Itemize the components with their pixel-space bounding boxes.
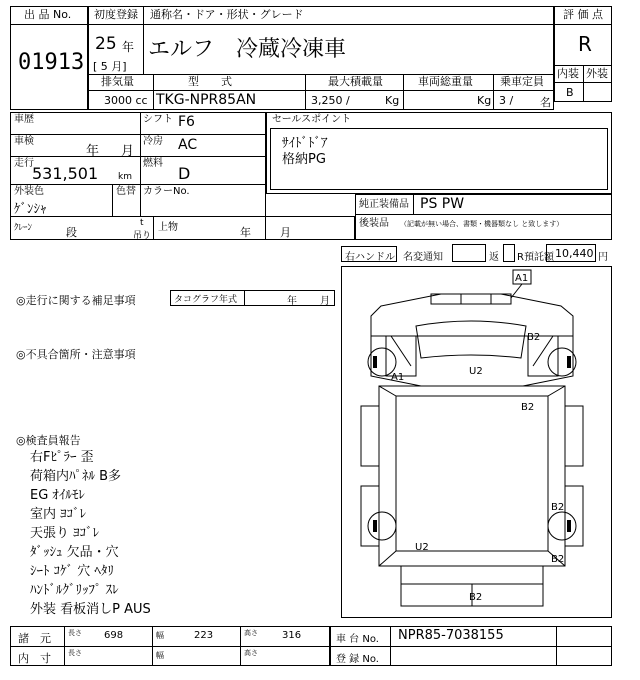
fuel-value: D [178, 164, 191, 183]
return-label: 返 [489, 252, 499, 263]
aftermarket-label: 後装品 [359, 218, 389, 229]
damage-mark: U2 [469, 366, 483, 377]
cooler-label: 冷房 [143, 136, 163, 147]
model-value: TKG-NPR85AN [156, 92, 257, 108]
name-change-label: 名変通知 [403, 252, 443, 263]
r-deposit-value: 10,440 [555, 247, 594, 260]
lot-number-label: 出 品 No. [24, 8, 72, 21]
mileage-label: 走行 [14, 158, 34, 169]
right-handle-label: 右ハンドル [345, 252, 395, 263]
first-registration-label: 初度登録 [94, 8, 138, 21]
crane-ton-unit: t [140, 218, 144, 228]
inspector-line: EG ｵｲﾙﾓﾚ [30, 488, 85, 503]
registration-year-unit: 年 [122, 40, 135, 54]
lot-number: 01913 [18, 50, 85, 75]
registration-year: 25 [95, 34, 117, 54]
max-load-unit: Kg [385, 94, 400, 107]
capacity-unit: 名 [540, 96, 551, 109]
damage-mark: A1 [391, 372, 405, 383]
top-loading-year-unit: 年 [240, 226, 251, 239]
crane-stage-unit: 段 [66, 226, 77, 239]
mileage-unit: km [118, 172, 132, 182]
height-label: 高さ [244, 629, 258, 637]
tachograph-year-unit: 年 [287, 296, 297, 307]
car-name: エルフ 冷蔵冷凍車 [148, 37, 347, 62]
top-loading-label: 上物 [158, 222, 178, 233]
damage-mark: B2 [521, 402, 535, 413]
genuine-equipment-value: PS PW [420, 196, 465, 212]
width-label: 幅 [156, 631, 164, 640]
max-load-value: 3,250 / [311, 94, 350, 107]
shift-label: シフト [143, 114, 173, 125]
return-box [503, 244, 515, 262]
tachograph-month-unit: 月 [320, 296, 330, 307]
shift-value: F6 [178, 114, 195, 130]
capacity-label: 乗車定員 [500, 75, 544, 88]
fuel-label: 燃料 [143, 158, 163, 169]
car-name-label: 通称名・ドア・形状・グレード [150, 8, 304, 21]
length-value: 698 [104, 630, 124, 641]
inspector-line: 右Fﾋﾟﾗｰ 歪 [30, 450, 94, 465]
displacement-value: 3000 cc [104, 94, 148, 107]
height-label: 高さ [244, 649, 258, 657]
crane-hoist-unit: 吊り [133, 231, 152, 241]
interior-size-label: 内 寸 [18, 652, 51, 665]
capacity-value: 3 / [499, 94, 514, 107]
interior-grade-label: 内装 [557, 67, 579, 80]
width-value: 223 [194, 630, 214, 641]
top-loading-month-unit: 月 [280, 226, 291, 239]
inspector-line: 室内 ﾖｺﾞﾚ [30, 507, 87, 522]
inspection-year-unit: 年 [86, 144, 100, 159]
length-label: 長さ [68, 629, 82, 637]
driving-remarks-label: ◎走行に関する補足事項 [16, 294, 136, 307]
registration-number-label: 登 録 No. [336, 654, 379, 665]
inspector-line: ﾀﾞｯｼｭ 欠品・穴 [30, 545, 119, 560]
history-label: 車歴 [14, 114, 34, 125]
name-change-box [452, 244, 486, 262]
inspector-line: ｼｰﾄ ｺｹﾞ 穴 ﾍﾀﾘ [30, 564, 114, 579]
damage-mark: B2 [469, 592, 483, 603]
inspector-line: ﾊﾝﾄﾞﾙｸﾞﾘｯﾌﾟ ｽﾚ [30, 583, 119, 598]
interior-grade: B [566, 86, 574, 99]
score-value: R [578, 32, 592, 56]
aftermarket-note: （記載が無い場合、書類・機器類なし と致します） [400, 220, 564, 228]
exterior-grade-label: 外装 [586, 67, 608, 80]
sales-point-item: ｻｲﾄﾞﾄﾞｱ [282, 136, 328, 151]
length-label: 長さ [68, 649, 82, 657]
inspector-report-label: ◎検査員報告 [16, 434, 81, 447]
max-load-label: 最大積載量 [328, 75, 383, 88]
truck-diagram [341, 266, 612, 618]
color-number-label: カラーNo. [143, 186, 190, 197]
inspector-line: 天張り ﾖｺﾞﾚ [30, 526, 100, 541]
inspection-label: 車検 [14, 136, 34, 147]
inspector-line: 外装 看板消しP AUS [30, 602, 151, 617]
displacement-label: 排気量 [101, 75, 134, 88]
crane-label: ｸﾚｰﾝ [14, 223, 33, 233]
genuine-equipment-label: 純正装備品 [359, 199, 409, 210]
tachograph-label: タコグラフ年式 [174, 295, 238, 305]
height-value: 316 [282, 630, 302, 641]
damage-mark: B2 [527, 332, 541, 343]
r-deposit-label: R預託額 [517, 252, 554, 263]
exterior-color-label: 外装色 [14, 186, 44, 197]
gross-weight-unit: Kg [477, 94, 492, 107]
damage-mark: B2 [551, 554, 565, 565]
score-label: 評 価 点 [563, 8, 603, 21]
yen-unit: 円 [598, 252, 608, 263]
registration-month: [ 5 月] [93, 60, 127, 73]
mileage-value: 531,501 [32, 164, 99, 183]
color-swap-label: 色替 [116, 186, 136, 197]
model-label: 型 式 [188, 75, 232, 88]
top-loading-box [153, 216, 355, 240]
sales-point-label: セールスポイント [272, 114, 352, 125]
chassis-number: NPR85-7038155 [398, 628, 504, 643]
chassis-number-label: 車 台 No. [336, 634, 379, 645]
width-label: 幅 [156, 651, 164, 660]
damage-mark: B2 [551, 502, 565, 513]
gross-weight-label: 車両総重量 [418, 75, 473, 88]
dimensions-label: 諸 元 [18, 632, 51, 645]
inspector-line: 荷箱内ﾊﾟﾈﾙ B多 [30, 469, 122, 484]
exterior-color-value: ｹﾞﾝｼｬ [14, 202, 47, 217]
inspection-month-unit: 月 [121, 144, 135, 159]
cooler-value: AC [178, 137, 198, 153]
defects-label: ◎不具合箇所・注意事項 [16, 348, 136, 361]
damage-mark: A1 [515, 273, 529, 284]
damage-mark: U2 [415, 542, 429, 553]
sales-point-item: 格納PG [282, 152, 326, 167]
